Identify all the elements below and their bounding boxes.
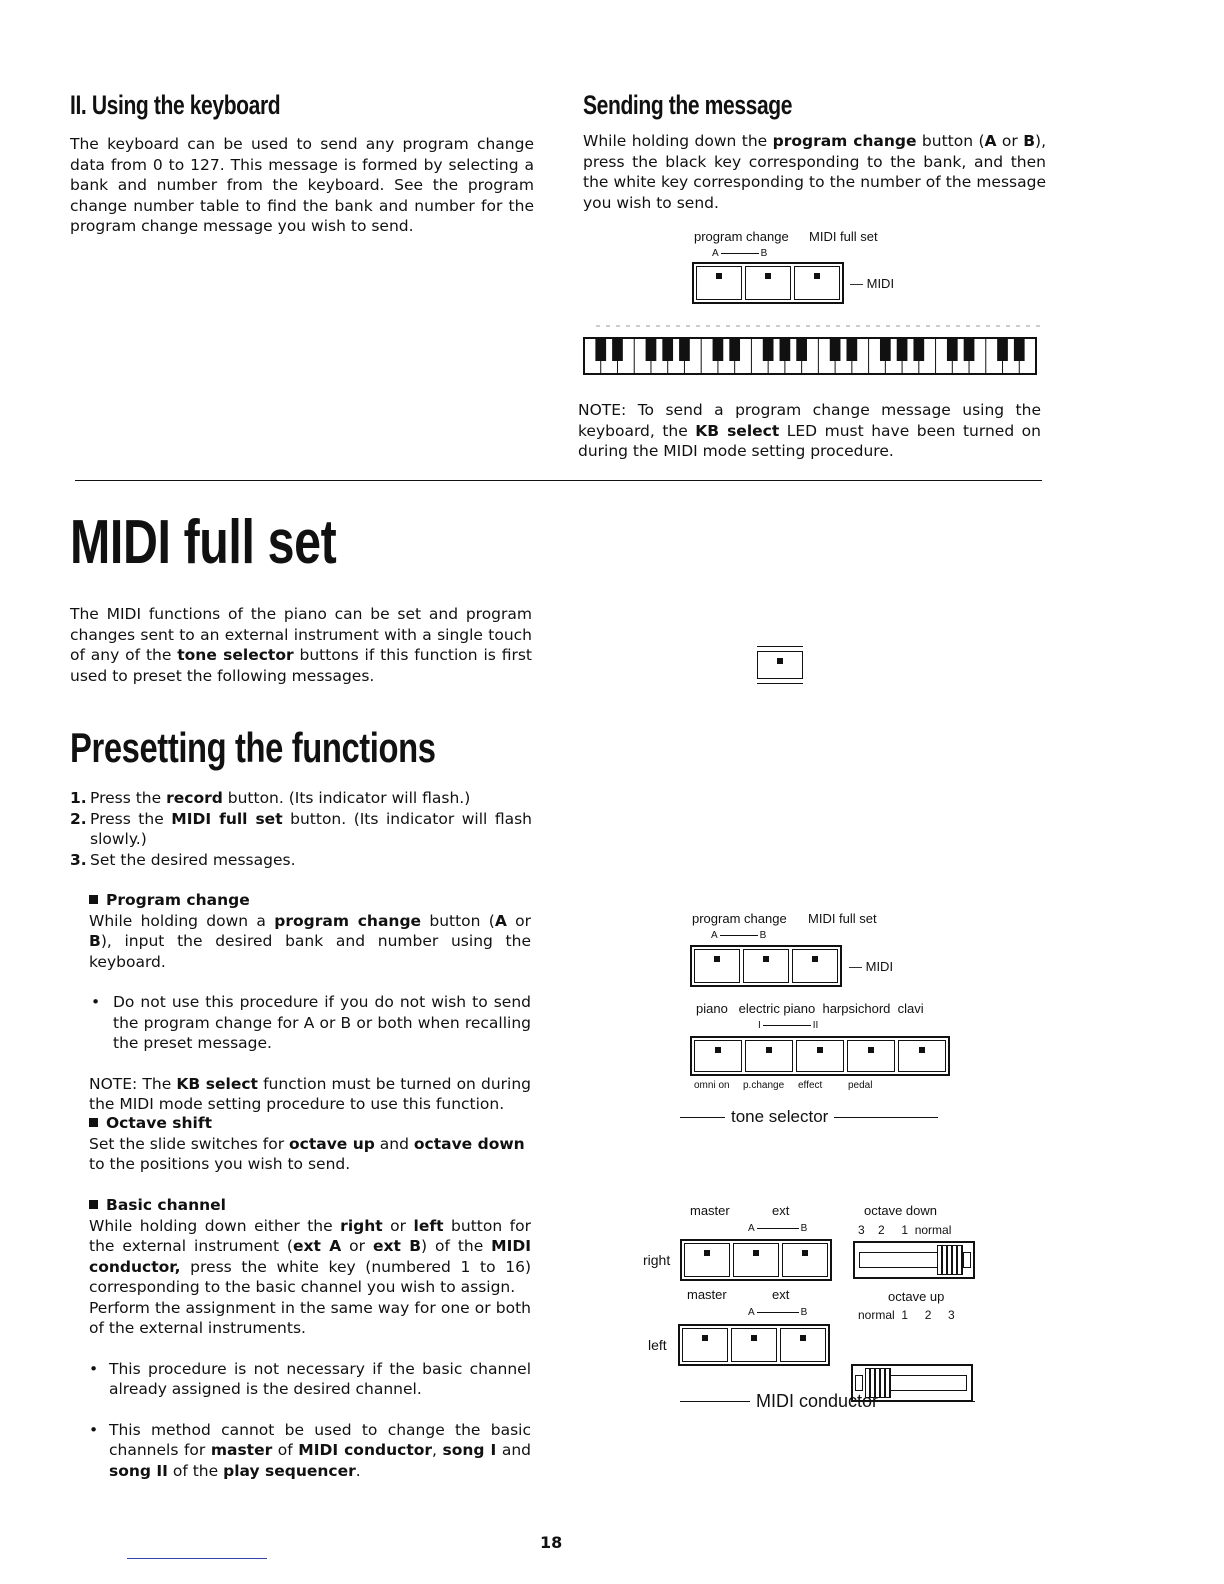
- sub-label-effect: effect: [798, 1080, 823, 1091]
- left-ext-a-button[interactable]: [731, 1328, 777, 1362]
- midi-full-set-button-figure: [757, 646, 803, 684]
- right-label: right: [643, 1252, 671, 1268]
- step-2: 2. Press the MIDI full set button. (Its indicator will flash slowly.): [70, 809, 532, 848]
- presetting-title: Presetting the functions: [70, 724, 436, 771]
- section-body: The keyboard can be used to send any program change data from 0 to 127. This message is formed by selecting a bank and number from the keyboard. See the program change number table to find the bank and number for the program change message you wish to send.: [70, 135, 534, 235]
- octave-down-slider[interactable]: [853, 1241, 975, 1279]
- program-change-b-button-2[interactable]: [743, 949, 789, 983]
- program-change-bullet: • Do not use this procedure if you do not wish to send the program change for A or B or both when recalling the preset message.: [91, 993, 531, 1052]
- black-key[interactable]: [679, 338, 690, 361]
- black-key[interactable]: [780, 338, 791, 361]
- basic-channel-bullet-1: • This procedure is not necessary if the basic channel already assigned is the desired channel.: [89, 1359, 531, 1398]
- left-label: left: [648, 1337, 667, 1353]
- right-conductor-buttons: [680, 1239, 832, 1281]
- black-key[interactable]: [662, 338, 673, 361]
- octave-down-scale: 3 2 1 normal: [858, 1223, 952, 1237]
- black-key[interactable]: [646, 338, 657, 361]
- black-key[interactable]: [713, 338, 724, 361]
- program-change-a-button[interactable]: [696, 266, 742, 300]
- midi-label-2: — MIDI: [849, 959, 894, 974]
- right-ext-a-button[interactable]: [733, 1243, 779, 1277]
- ext-ab-left: A B: [748, 1307, 808, 1318]
- program-change-buttons-2: [690, 945, 842, 987]
- right-master-button[interactable]: [684, 1243, 730, 1277]
- step-1: 1. Press the record button. (Its indicator will flash.): [70, 789, 471, 807]
- black-key[interactable]: [997, 338, 1008, 361]
- octave-shift-section: Octave shift Set the slide switches for octave up and octave down to the positions you wish to send.: [89, 1113, 531, 1175]
- black-key[interactable]: [763, 338, 774, 361]
- ext-label-right: ext: [772, 1203, 790, 1218]
- black-key[interactable]: [1014, 338, 1025, 361]
- program-change-heading: Program change: [89, 890, 531, 911]
- left-master-button[interactable]: [682, 1328, 728, 1362]
- sub-label-omni: omni on: [694, 1080, 730, 1091]
- midi-full-set-body: The MIDI functions of the piano can be set and program changes sent to an external instrument with a single touch of any of the tone selector buttons if this function is first used to preset the following messages.: [70, 605, 532, 685]
- note-kb-select: NOTE: To send a program change message using the keyboard, the KB select LED must have been turned on during the MIDI mode setting procedure.: [578, 401, 1041, 460]
- ab-switch-label: A B: [712, 248, 768, 259]
- program-change-a-button-2[interactable]: [694, 949, 740, 983]
- black-key[interactable]: [964, 338, 975, 361]
- sub-label-pedal: pedal: [848, 1080, 873, 1091]
- black-key[interactable]: [880, 338, 891, 361]
- basic-channel-section: Basic channel While holding down either the right or left button for the external instrument (ext A or ext B) of the MIDI conductor, press the white key (numbered 1 to 16) corresponding to the basic channel you wish to assign. Perform the assignment in the same way for one or both of the external instruments. • This procedure is not necessary if the basic channel already assigned is the desired channel. • This method cannot be used to change the basic channels for master of MIDI conductor, song I and song II of the play sequencer.: [89, 1196, 532, 1480]
- black-key[interactable]: [729, 338, 740, 361]
- page-title: MIDI full set: [70, 508, 337, 577]
- midi-full-set-label: MIDI full set: [809, 229, 878, 244]
- program-change-label-2: program change: [692, 911, 787, 926]
- octave-down-knob[interactable]: [937, 1245, 963, 1275]
- footer-rule: [127, 1558, 267, 1559]
- midi-full-set-button[interactable]: [794, 266, 840, 300]
- tone-labels: piano electric piano harpsichord clavi: [696, 1001, 924, 1016]
- program-change-b-button[interactable]: [745, 266, 791, 300]
- octave-up-scale: normal 1 2 3: [858, 1308, 955, 1322]
- left-ext-b-button[interactable]: [780, 1328, 826, 1362]
- steps-list: [70, 788, 532, 870]
- tone-selector-buttons: [690, 1036, 950, 1076]
- octave-up-track: [889, 1375, 967, 1391]
- midi-label: — MIDI: [850, 276, 895, 291]
- midi-full-set-button-2[interactable]: [792, 949, 838, 983]
- midi-full-set-label-2: MIDI full set: [808, 911, 877, 926]
- program-change-buttons: [692, 262, 844, 304]
- ext-label-left: ext: [772, 1287, 790, 1302]
- clavi-button[interactable]: [898, 1040, 946, 1072]
- black-key[interactable]: [595, 338, 606, 361]
- sending-body: While holding down the program change button (A or B), press the black key corresponding to the bank, and then the white key corresponding to the number of the message you wish to send.: [583, 132, 1046, 212]
- piano-button[interactable]: [694, 1040, 742, 1072]
- black-key[interactable]: [913, 338, 924, 361]
- sub-label-pchange: p.change: [743, 1080, 785, 1091]
- program-change-label: program change: [694, 229, 789, 244]
- basic-channel-heading: Basic channel: [89, 1195, 531, 1216]
- black-key[interactable]: [612, 338, 623, 361]
- black-key[interactable]: [947, 338, 958, 361]
- ext-ab-right: A B: [748, 1223, 808, 1234]
- right-ext-b-button[interactable]: [782, 1243, 828, 1277]
- harpsichord-button[interactable]: [847, 1040, 895, 1072]
- divider: [75, 480, 1042, 481]
- master-label-left: master: [687, 1287, 727, 1302]
- octave-up-label: octave up: [888, 1289, 945, 1304]
- section-title: II. Using the keyboard: [70, 90, 281, 120]
- midi-conductor-caption: MIDI conductor: [680, 1391, 975, 1412]
- i-ii-switch-label: I II: [758, 1020, 819, 1031]
- electric-piano-ii-button[interactable]: [796, 1040, 844, 1072]
- program-change-section: Program change While holding down a program change button (A or B), input the desired bank and number using the keyboard. • Do not use this procedure if you do not wish to send the program change for A or B or both when recalling the preset message. NOTE: The KB select function must be turned on during the MIDI mode setting procedure to use this function.: [89, 891, 532, 1113]
- electric-piano-i-button[interactable]: [745, 1040, 793, 1072]
- single-button-icon: [757, 651, 803, 679]
- octave-down-label: octave down: [864, 1203, 937, 1218]
- tone-selector-caption: tone selector: [680, 1107, 938, 1127]
- program-change-note: NOTE: The KB select function must be turned on during the MIDI mode setting procedure to use this function.: [89, 1074, 532, 1113]
- left-conductor-buttons: [678, 1324, 830, 1366]
- octave-shift-heading: Octave shift: [89, 1113, 531, 1134]
- step-3: 3. Set the desired messages.: [70, 850, 296, 869]
- black-key[interactable]: [830, 338, 841, 361]
- black-key[interactable]: [796, 338, 807, 361]
- black-key[interactable]: [846, 338, 857, 361]
- page-number: 18: [540, 1533, 563, 1552]
- keyboard-diagram: [578, 318, 1048, 380]
- master-label-right: master: [690, 1203, 730, 1218]
- black-key[interactable]: [897, 338, 908, 361]
- subsection-title: Sending the message: [583, 90, 793, 120]
- octave-down-track: [859, 1252, 939, 1268]
- ab-switch-label-2: A B: [711, 930, 767, 941]
- basic-channel-bullet-2: • This method cannot be used to change the basic channels for master of MIDI conductor, song I and song II of the play sequencer.: [89, 1420, 532, 1480]
